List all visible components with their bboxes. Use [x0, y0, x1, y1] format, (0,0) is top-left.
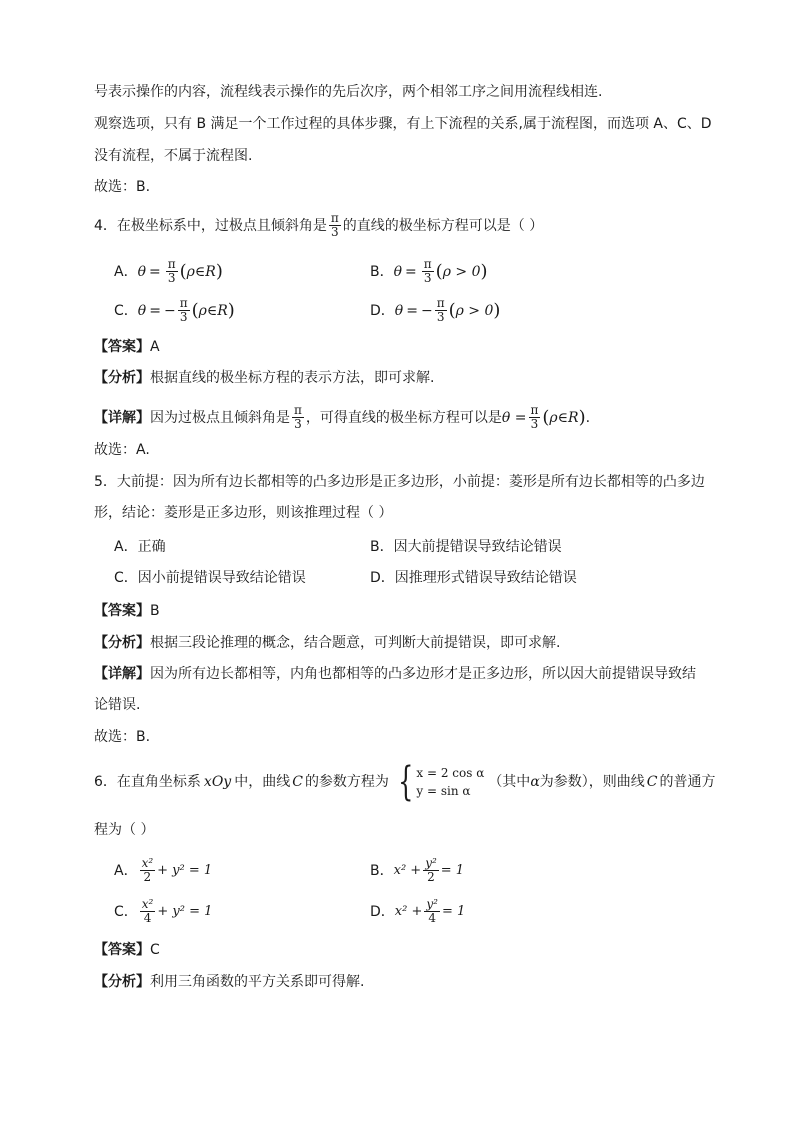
minus-sign: − — [420, 302, 433, 319]
text-line: 观察选项，只有 B 满足一个工作过程的具体步骤，有上下流程的关系,属于流程图，而选项 A、C、D — [94, 116, 712, 132]
answer-tag: 【答案】 — [94, 942, 150, 958]
q5-option-c: C．因小前提错误导致结论错误 — [114, 570, 306, 586]
analysis-tag: 【分析】 — [94, 635, 150, 651]
fraction — [140, 857, 156, 884]
equation-pre: x² + — [394, 903, 423, 919]
q6-stem-line2: 程为（ ） — [94, 822, 155, 838]
frac-num: π — [330, 211, 339, 225]
equals: = — [405, 263, 417, 280]
theta: θ — [137, 302, 147, 319]
fraction-pi-3 — [329, 212, 341, 239]
condition: ρ > 0 — [455, 302, 494, 319]
theta: θ — [394, 302, 404, 319]
period: . — [585, 409, 591, 426]
fraction — [423, 857, 439, 884]
answer-tag: 【答案】 — [94, 603, 150, 619]
choose-line: 故选：B. — [94, 179, 151, 195]
analysis-tag: 【分析】 — [94, 370, 150, 386]
frac-num: x² — [141, 897, 154, 911]
q4-stem-a: 4．在极坐标系中，过极点且倾斜角是 — [94, 217, 327, 234]
frac-den: 4 — [143, 911, 152, 925]
q6-option-a — [114, 857, 212, 884]
option-label: B． — [370, 862, 394, 879]
coord-system: xOy — [203, 774, 232, 790]
equals: = — [406, 302, 418, 319]
frac-den: 3 — [530, 417, 539, 431]
frac-den: 3 — [436, 310, 445, 324]
q4-detail: 【详解】 因为过极点且倾斜角是 $\frac{\pi}{3}$ ，可得直线的极坐标方程可以是 θ = $\frac{\pi}{3}$ ( ρ∈R ) . — [94, 403, 591, 431]
q4-option-b: B． θ = $\frac{\pi}{3}$ ( ρ > 0 ) — [370, 257, 488, 285]
q5-answer — [94, 601, 160, 621]
q5-stem-line2: 形，结论：菱形是正多边形，则该推理过程（ ） — [94, 505, 393, 521]
analysis-text: 根据三段论推理的概念，结合题意，可判断大前提错误，即可求解. — [150, 635, 561, 651]
condition: ρ∈R — [198, 302, 228, 319]
text-line: 号表示操作的内容，流程线表示操作的先后次序，两个相邻工序之间用流程线相连. — [94, 84, 603, 100]
frac-den: 3 — [423, 271, 432, 285]
detail-text: 因为所有边长都相等，内角也都相等的凸多边形才是正多边形，所以因大前提错误导致结 — [150, 666, 696, 682]
answer-value: C — [150, 942, 160, 958]
fraction-pi-3 — [435, 297, 447, 324]
parametric-system: { x = 2 cos α y = sin α — [398, 759, 485, 805]
fraction-pi-3 — [292, 404, 304, 431]
q6-option-d — [370, 898, 465, 925]
q6-stem-a: 6．在直角坐标系 — [94, 774, 201, 790]
condition: ρ∈R — [186, 263, 216, 280]
q4-option-c: C． θ = − $\frac{\pi}{3}$ ( ρ∈R ) — [114, 296, 235, 324]
frac-num: π — [436, 296, 445, 310]
q5-stem-line1: 5．大前提：因为所有边长都相等的凸多边形是正多边形，小前提：菱形是所有边长都相等的凸多边 — [94, 474, 705, 490]
q6-option-b — [370, 857, 464, 884]
q6-stem-c: 的参数方程为 — [304, 774, 389, 790]
q4-stem-b: 的直线的极坐标方程可以是（ ） — [342, 217, 544, 234]
frac-den: 4 — [428, 911, 436, 925]
detail-text: ，可得直线的极坐标方程可以是 — [305, 409, 502, 426]
frac-num: y² — [425, 856, 437, 870]
fraction-pi-3 — [178, 297, 190, 324]
option-label: A． — [114, 862, 138, 879]
q6-stem-f: 的普通方 — [659, 774, 716, 790]
minus-sign: − — [163, 302, 176, 319]
frac-num: y² — [426, 897, 438, 911]
q5-detail — [94, 664, 696, 684]
fraction — [424, 898, 440, 925]
analysis-tag: 【分析】 — [94, 974, 150, 990]
equals: = — [149, 263, 161, 280]
alpha: α — [530, 774, 540, 790]
answer-tag: 【答案】 — [94, 339, 150, 355]
frac-num: π — [167, 257, 176, 271]
equation-rest: = 1 — [441, 903, 466, 919]
detail-tag: 【详解】 — [94, 409, 150, 426]
text-line: 没有流程，不属于流程图. — [94, 148, 253, 164]
option-label: D． — [370, 302, 395, 319]
fraction-pi-3 — [529, 404, 541, 431]
theta: θ — [393, 263, 403, 280]
q4-analysis — [94, 368, 434, 388]
frac-den: 3 — [294, 417, 302, 431]
option-label: B． — [370, 263, 394, 280]
condition: ρ > 0 — [442, 263, 481, 280]
equation-pre: x² + — [393, 862, 422, 878]
option-label: D． — [370, 903, 395, 920]
frac-num: π — [530, 403, 539, 417]
q5-option-b: B．因大前提错误导致结论错误 — [370, 539, 562, 555]
q4-answer — [94, 337, 160, 357]
frac-den: 3 — [179, 310, 188, 324]
q4-choose: 故选：A. — [94, 442, 150, 458]
curve-c: C — [646, 774, 658, 790]
detail-text: 因为过极点且倾斜角是 — [150, 409, 290, 426]
system-line-2: y = sin α — [416, 784, 471, 798]
q6-answer — [94, 940, 160, 960]
equation-rest: + y² = 1 — [157, 862, 213, 878]
frac-num: x² — [141, 856, 154, 870]
frac-num: π — [294, 403, 302, 417]
frac-den: 2 — [143, 870, 152, 884]
frac-den: 2 — [427, 870, 435, 884]
q6-stem — [94, 760, 716, 804]
q4-option-a: A． θ = $\frac{\pi}{3}$ ( ρ∈R ) — [114, 257, 223, 285]
answer-value: A — [150, 339, 160, 355]
condition: ρ∈R — [549, 409, 579, 426]
fraction — [140, 898, 156, 925]
fraction-pi-3 — [166, 258, 178, 285]
system-line-1: x = 2 cos α — [416, 766, 485, 780]
frac-num: π — [423, 257, 432, 271]
q5-detail-cont: 论错误. — [94, 697, 141, 713]
analysis-text: 根据直线的极坐标方程的表示方法，即可求解. — [150, 370, 435, 386]
q5-analysis — [94, 633, 560, 653]
frac-den: 3 — [167, 271, 176, 285]
frac-den: 3 — [331, 225, 339, 239]
frac-num: π — [179, 296, 188, 310]
fraction-pi-3 — [422, 258, 434, 285]
q6-stem-d: （其中 — [488, 774, 531, 790]
option-label: C． — [114, 903, 138, 920]
equation-rest: + y² = 1 — [157, 903, 213, 919]
q4-stem — [94, 212, 543, 239]
option-label: C． — [114, 302, 138, 319]
q6-stem-b: 中，曲线 — [234, 774, 291, 790]
analysis-text: 利用三角函数的平方关系即可得解. — [150, 974, 365, 990]
detail-equation: θ = — [501, 409, 527, 426]
q6-analysis — [94, 972, 364, 992]
curve-c: C — [292, 774, 303, 790]
equals: = — [149, 302, 161, 319]
q4-option-d: D． θ = − $\frac{\pi}{3}$ ( ρ > 0 ) — [370, 296, 501, 324]
detail-tag: 【详解】 — [94, 666, 150, 682]
q5-choose: 故选：B. — [94, 729, 151, 745]
q5-option-a: A．正确 — [114, 539, 166, 555]
q5-option-d: D．因推理形式错误导致结论错误 — [370, 570, 577, 586]
q6-stem-e: 为参数），则曲线 — [539, 774, 645, 790]
theta: θ — [137, 263, 147, 280]
q6-option-c — [114, 898, 212, 925]
option-label: A． — [114, 263, 138, 280]
equation-rest: = 1 — [440, 862, 465, 878]
answer-value: B — [150, 603, 160, 619]
